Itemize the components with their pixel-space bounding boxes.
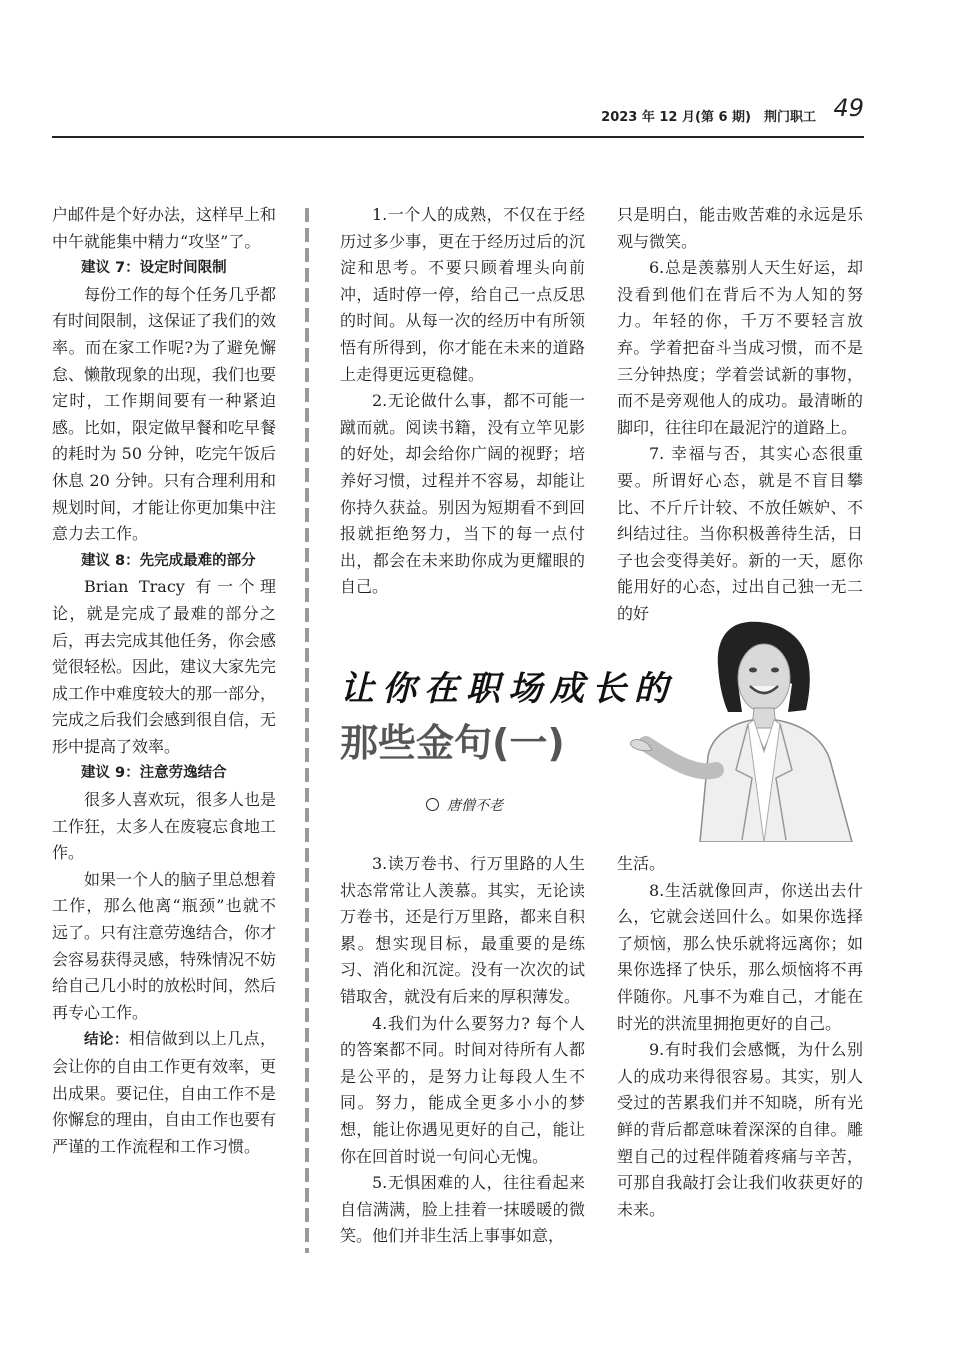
author-name: 唐僧不老 bbox=[447, 798, 503, 814]
section-heading: 建议 7：设定时间限制 bbox=[81, 260, 227, 277]
paragraph: 很多人喜欢玩，很多人也是工作狂，太多人在废寝忘食地工作。 bbox=[52, 790, 277, 863]
saying-paragraph: 9.有时我们会感慨，为什么别人的成功来得很容易。其实，别人受过的苦累我们并不知晓，所有光鲜的背后都意味着深深的自律。雕塑自己的过程伴随着疼痛与辛苦，可那自我敲打会让我们收获更好的未来。 bbox=[617, 1040, 863, 1219]
right-column-bottom bbox=[617, 851, 863, 1223]
conclusion-label: 结论： bbox=[84, 1032, 129, 1049]
title-line-2: 那些金句(一) bbox=[340, 721, 565, 765]
saying-paragraph: 2.无论做什么事，都不可能一蹴而就。阅读书籍，没有立竿见影的好处，却会给你广阔的视野；培养好习惯，过程并不容易，却能让你持久获益。别因为短期看不到回报就拒绝努力，当下的每一点付出，都会在未来助你成为更耀眼的自己。 bbox=[340, 391, 585, 597]
saying-paragraph: 4.我们为什么要努力? 每个人的答案都不同。时间对待所有人都是公平的，是努力让每段人生不同。努力，能成全更多小小的梦想，能让你遇见更好的自己，能让你在回首时说一句问心无愧。 bbox=[340, 1013, 585, 1166]
saying-paragraph: 生活。 bbox=[617, 854, 666, 873]
paragraph: 户邮件是个好办法，这样早上和中午就能集中精力“攻坚”了。 bbox=[52, 205, 277, 251]
title-line-1: 让你在职场成长的 bbox=[340, 669, 676, 709]
saying-paragraph: 8.生活就像回声，你送出去什么，它就会送回什么。如果你选择了烦恼，那么快乐就将远离你；如果你选择了快乐，那么烦恼将不再伴随你。凡事不为难自己，才能在时光的洪流里拥抱更好的自己。 bbox=[617, 880, 863, 1033]
right-column-top bbox=[617, 202, 863, 628]
page-number: 49 bbox=[833, 94, 864, 122]
section-heading: 建议 9：注意劳逸结合 bbox=[81, 765, 227, 782]
conclusion-text: 相信做到以上几点，会让你的自由工作更有效率，更出成果。要记住，自由工作不是你懈怠的理由，自由工作也要有严谨的工作流程和工作习惯。 bbox=[52, 1029, 277, 1156]
middle-column-bottom bbox=[340, 851, 585, 1250]
middle-column-top bbox=[340, 202, 585, 601]
saying-paragraph: 5.无惧困难的人，往往看起来自信满满，脸上挂着一抹暖暖的微笑。他们并非生活上事事如意， bbox=[340, 1173, 585, 1246]
conclusion-paragraph bbox=[52, 1026, 276, 1160]
saying-paragraph: 1.一个人的成熟，不仅在于经历过多少事，更在于经历过后的沉淀和思考。不要只顾着埋头向前冲，适时停一停，给自己一点反思的时间。从每一次的经历中有所领悟有所得到，你才能在未来的道路上走得更远更稳健。 bbox=[340, 205, 585, 384]
paragraph: Brian Tracy 有一个理论，就是完成了最难的部分之后，再去完成其他任务，你会感觉很轻松。因此，建议大家先完成工作中难度较大的那一部分，完成之后我们会感到很自信，无形中提高了效率。 bbox=[52, 577, 277, 756]
section-heading: 建议 8：先完成最难的部分 bbox=[81, 552, 256, 569]
paragraph: 如果一个人的脑子里总想着工作，那么他离“瓶颈”也就不远了。只有注意劳逸结合，你才会容易获得灵感，特殊情况不妨给自己几小时的放松时间，然后再专心工作。 bbox=[52, 869, 277, 1022]
saying-paragraph: 7. 幸福与否，其实心态很重要。所谓好心态，就是不盲目攀比、不斤斤计较、不放任嫉妒、不纠结过往。当你积极善待生活，日子也会变得美好。新的一天，愿你能用好的心态，过出自己独一无二的好 bbox=[617, 444, 863, 623]
saying-paragraph: 只是明白，能击败苦难的永远是乐观与微笑。 bbox=[617, 205, 863, 251]
businesswoman-photo bbox=[630, 620, 860, 842]
column-divider bbox=[305, 208, 309, 1253]
page-header bbox=[52, 92, 864, 138]
paragraph: 每份工作的每个任务几乎都有时间限制，这保证了我们的效率。而在家工作呢?为了避免懈怠、懒散现象的出现，我们也要定时，工作期间要有一种紧迫感。比如，限定做早餐和吃早餐的耗时为 50 分钟，吃完午饭后休息 20 分钟。只有合理利用和规划时间，才能让你更加集中注意力去工作。 bbox=[52, 284, 277, 544]
left-column bbox=[52, 202, 276, 1160]
saying-paragraph: 3.读万卷书、行万里路的人生状态常常让人羡慕。其实，无论读万卷书，还是行万里路，都来自积累。想实现目标，最重要的是练习、消化和沉淀。没有一次次的试错取舍，就没有后来的厚积薄发。 bbox=[340, 854, 585, 1006]
saying-paragraph: 6.总是羡慕别人天生好运，却没看到他们在背后不为人知的努力。年轻的你，千万不要轻言放弃。学着把奋斗当成习惯，而不是三分钟热度；学着尝试新的事物，而不是旁观他人的成功。最清晰的脚印，往往印在最泥泞的道路上。 bbox=[617, 258, 863, 437]
byline bbox=[426, 795, 503, 815]
issue-info: 2023 年 12 月(第 6 期) 荆门职工 bbox=[601, 110, 816, 125]
circle-icon bbox=[426, 798, 439, 811]
